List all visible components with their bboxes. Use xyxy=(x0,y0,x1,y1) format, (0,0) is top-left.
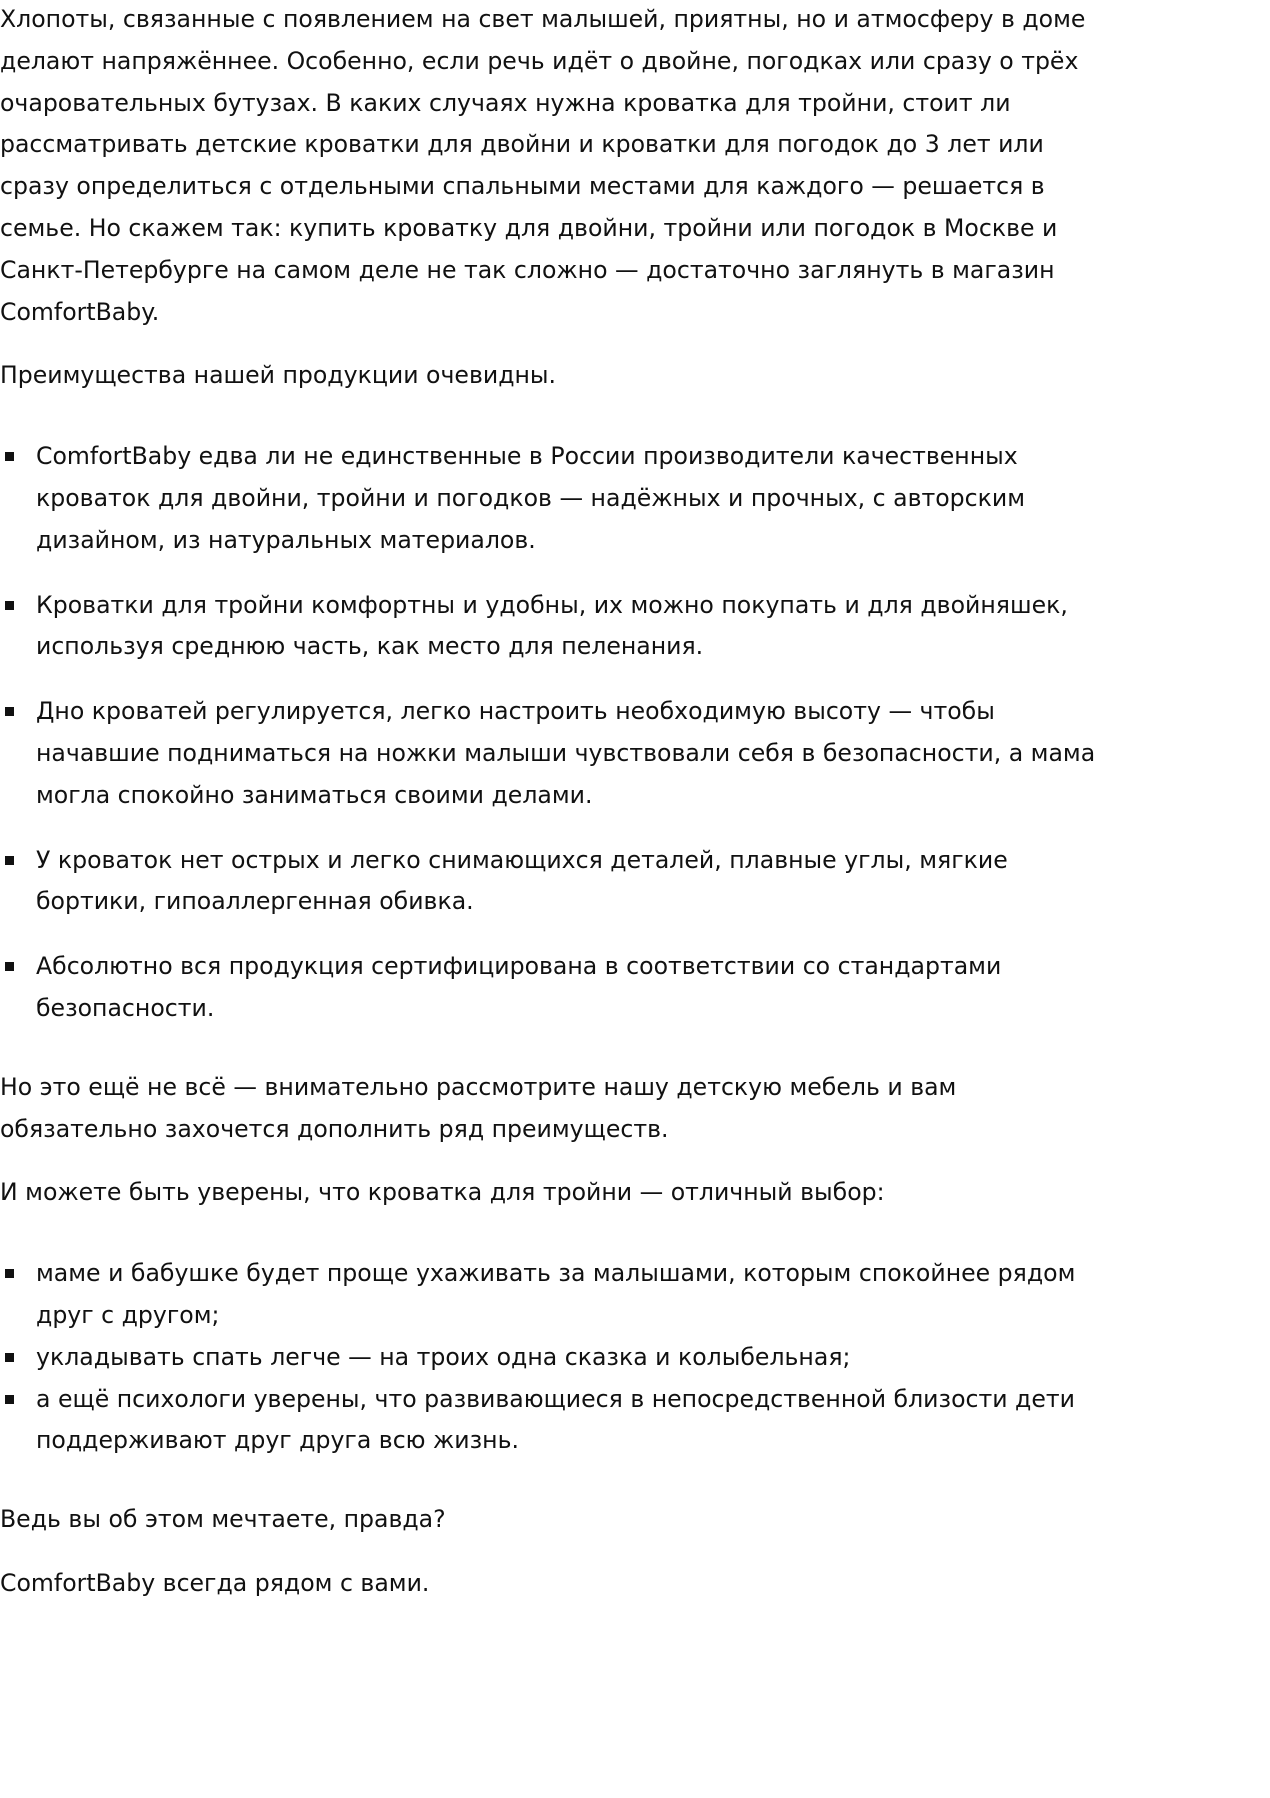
list-item xyxy=(36,1337,1096,1379)
list-item-text: У кроваток нет острых и легко снимающихся деталей, плавные углы, мягкие бортики, гипоаллергенная обивка. xyxy=(36,845,1008,916)
list-item-text: маме и бабушке будет проще ухаживать за малышами, которым спокойнее рядом друг с другом; xyxy=(36,1259,1076,1329)
square-bullet-icon xyxy=(5,856,14,865)
list-item xyxy=(36,840,1096,924)
list-item xyxy=(36,946,1096,1030)
list-item-text: ComfortBaby едва ли не единственные в России производители качественных кроваток для двойни, тройни и погодков — надёжных и прочных, с авторским дизайном, из натуральных материалов. xyxy=(36,442,1026,554)
square-bullet-icon xyxy=(5,1395,14,1404)
closing-paragraph: ComfortBaby всегда рядом с вами. xyxy=(0,1568,430,1597)
intro-paragraph: Хлопоты, связанные с появлением на свет малышей, приятны, но и атмосферу в доме делают напряжённее. Особенно, если речь идёт о двойне, погодках или сразу о трёх очаровательных бутузах. В каких случаях нужна кроватка для тройни, стоит ли рассматривать детские кроватки для двойни и кроватки для погодок до 3 лет или сразу определиться с отдельными спальными местами для каждого — решается в семье. Но скажем так: купить кроватку для двойни, тройни или погодок в Москве и Санкт-Петербурге на самом деле не так сложно — достаточно заглянуть в магазин ComfortBaby. xyxy=(0,5,1086,326)
list-item xyxy=(36,436,1096,561)
advantages-lead: Преимущества нашей продукции очевидны. xyxy=(0,361,557,390)
question-paragraph: Ведь вы об этом мечтаете, правда? xyxy=(0,1505,446,1534)
more-paragraph: Но это ещё не всё — внимательно рассмотрите нашу детскую мебель и вам обязательно захочется дополнить ряд преимуществ. xyxy=(0,1072,957,1143)
list-item-text: а ещё психологи уверены, что развивающиеся в непосредственной близости дети поддерживают друг друга всю жизнь. xyxy=(36,1384,1075,1455)
list-item xyxy=(36,585,1096,669)
list-item-text: Кроватки для тройни комфортны и удобны, их можно покупать и для двойняшек, используя среднюю часть, как место для пеленания. xyxy=(36,590,1068,661)
list-item xyxy=(36,691,1096,816)
list-item-text: Абсолютно вся продукция сертифицирована в соответствии со стандартами безопасности. xyxy=(36,952,1002,1022)
square-bullet-icon xyxy=(5,601,14,610)
list-item-text: Дно кроватей регулируется, легко настроить необходимую высоту — чтобы начавшие подниматься на ножки малыши чувствовали себя в безопасности, а мама могла спокойно заниматься своими делами. xyxy=(36,697,1096,809)
square-bullet-icon xyxy=(5,1269,14,1278)
reasons-list xyxy=(0,1253,1096,1462)
advantages-list xyxy=(0,436,1096,1030)
list-item xyxy=(36,1253,1096,1337)
list-item xyxy=(36,1379,1096,1463)
square-bullet-icon xyxy=(5,1353,14,1362)
square-bullet-icon xyxy=(5,707,14,716)
choice-lead: И можете быть уверены, что кроватка для тройни — отличный выбор: xyxy=(0,1178,885,1207)
square-bullet-icon xyxy=(5,452,14,461)
square-bullet-icon xyxy=(5,962,14,971)
list-item-text: укладывать спать легче — на троих одна сказка и колыбельная; xyxy=(36,1342,851,1371)
